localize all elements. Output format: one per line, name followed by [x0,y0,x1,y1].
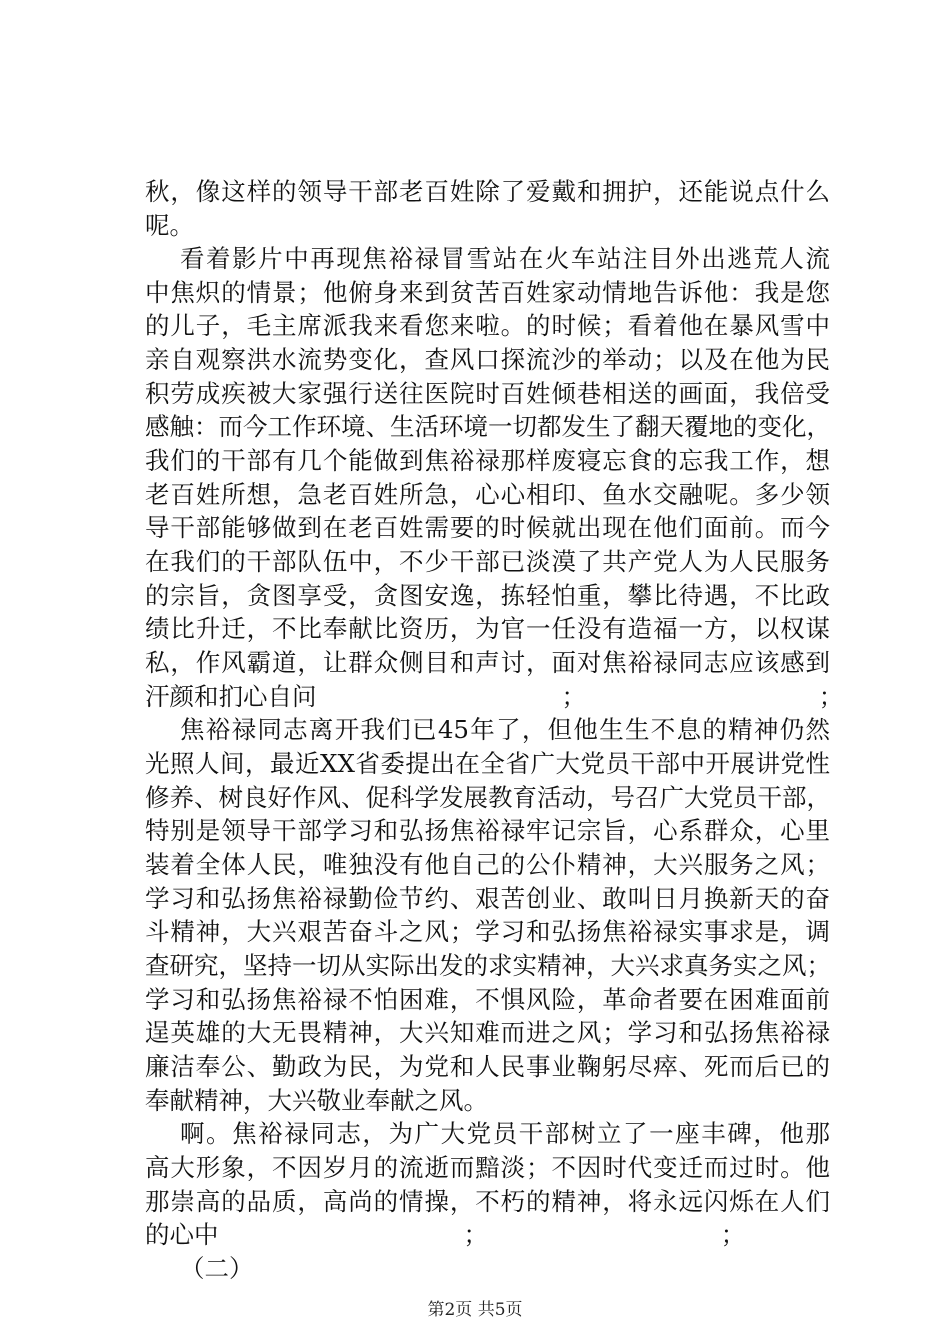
paragraph-line: 的心中 ； ； [145,1220,746,1249]
paragraph-line: 呢。 [145,211,194,240]
paragraph-line: 啊。焦裕禄同志，为广大党员干部树立了一座丰碑，他那 [180,1119,830,1148]
paragraph-line: 光照人间，最近XX省委提出在全省广大党员干部中开展讲党性 [145,749,830,778]
paragraph-line: 秋，像这样的领导干部老百姓除了爱戴和拥护，还能说点什么 [145,177,830,206]
paragraph-line: 特别是领导干部学习和弘扬焦裕禄牢记宗旨，心系群众，心里 [145,816,830,845]
paragraph-line: 私，作风霸道，让群众侧目和声讨，面对焦裕禄同志应该感到 [145,648,830,677]
paragraph-line: 高大形象，不因岁月的流逝而黯淡；不因时代变迁而过时。他 [145,1153,830,1182]
page-footer: 第2页 共5页 [427,1300,523,1320]
paragraph-line: 中焦炽的情景；他俯身来到贫苦百姓家动情地告诉他：我是您 [145,278,830,307]
paragraph-line: 焦裕禄同志离开我们已45年了，但他生生不息的精神仍然 [180,715,830,744]
paragraph-line: 的儿子，毛主席派我来看您来啦。的时候；看着他在暴风雪中 [145,311,830,340]
section-heading: （二） [180,1254,254,1283]
paragraph-line: 学习和弘扬焦裕禄勤俭节约、艰苦创业、敢叫日月换新天的奋 [145,884,830,913]
paragraph-line: 的宗旨，贪图享受，贪图安逸，拣轻怕重，攀比待遇，不比政 [145,581,830,610]
paragraph-line: 斗精神，大兴艰苦奋斗之风；学习和弘扬焦裕禄实事求是，调 [145,917,830,946]
paragraph-line: 绩比升迁，不比奉献比资历，为官一任没有造福一方，以权谋 [145,614,830,643]
paragraph-line: 在我们的干部队伍中，不少干部已淡漠了共产党人为人民服务 [145,547,830,576]
paragraph-line: 装着全体人民，唯独没有他自己的公仆精神，大兴服务之风； [145,850,830,879]
paragraph-line: 查研究，坚持一切从实际出发的求实精神，大兴求真务实之风； [145,951,831,980]
paragraph-line: 看着影片中再现焦裕禄冒雪站在火车站注目外出逃荒人流 [180,244,830,273]
paragraph-line: 汗颜和扪心自问 ； ； [145,682,844,711]
paragraph-line: 廉洁奉公、勤政为民，为党和人民事业鞠躬尽瘁、死而后已的 [145,1052,830,1081]
paragraph-line: 学习和弘扬焦裕禄不怕困难，不惧风险，革命者要在困难面前 [145,985,830,1014]
paragraph-line: 那崇高的品质，高尚的情操，不朽的精神，将永远闪烁在人们 [145,1187,830,1216]
paragraph-line: 亲自观察洪水流势变化，查风口探流沙的举动；以及在他为民 [145,345,830,374]
paragraph-line: 奉献精神，大兴敬业奉献之风。 [145,1086,488,1115]
paragraph-line: 我们的干部有几个能做到焦裕禄那样废寝忘食的忘我工作，想 [145,446,830,475]
paragraph-line: 感触：而今工作环境、生活环境一切都发生了翻天覆地的变化， [145,412,831,441]
paragraph-line: 逞英雄的大无畏精神，大兴知难而进之风；学习和弘扬焦裕禄 [145,1018,830,1047]
paragraph-line: 修养、树良好作风、促科学发展教育活动，号召广大党员干部， [145,783,831,812]
paragraph-line: 积劳成疾被大家强行送往医院时百姓倾巷相送的画面，我倍受 [145,379,830,408]
paragraph-line: 老百姓所想，急老百姓所急，心心相印、鱼水交融呢。多少领 [145,480,830,509]
paragraph-line: 导干部能够做到在老百姓需要的时候就出现在他们面前。而今 [145,513,830,542]
